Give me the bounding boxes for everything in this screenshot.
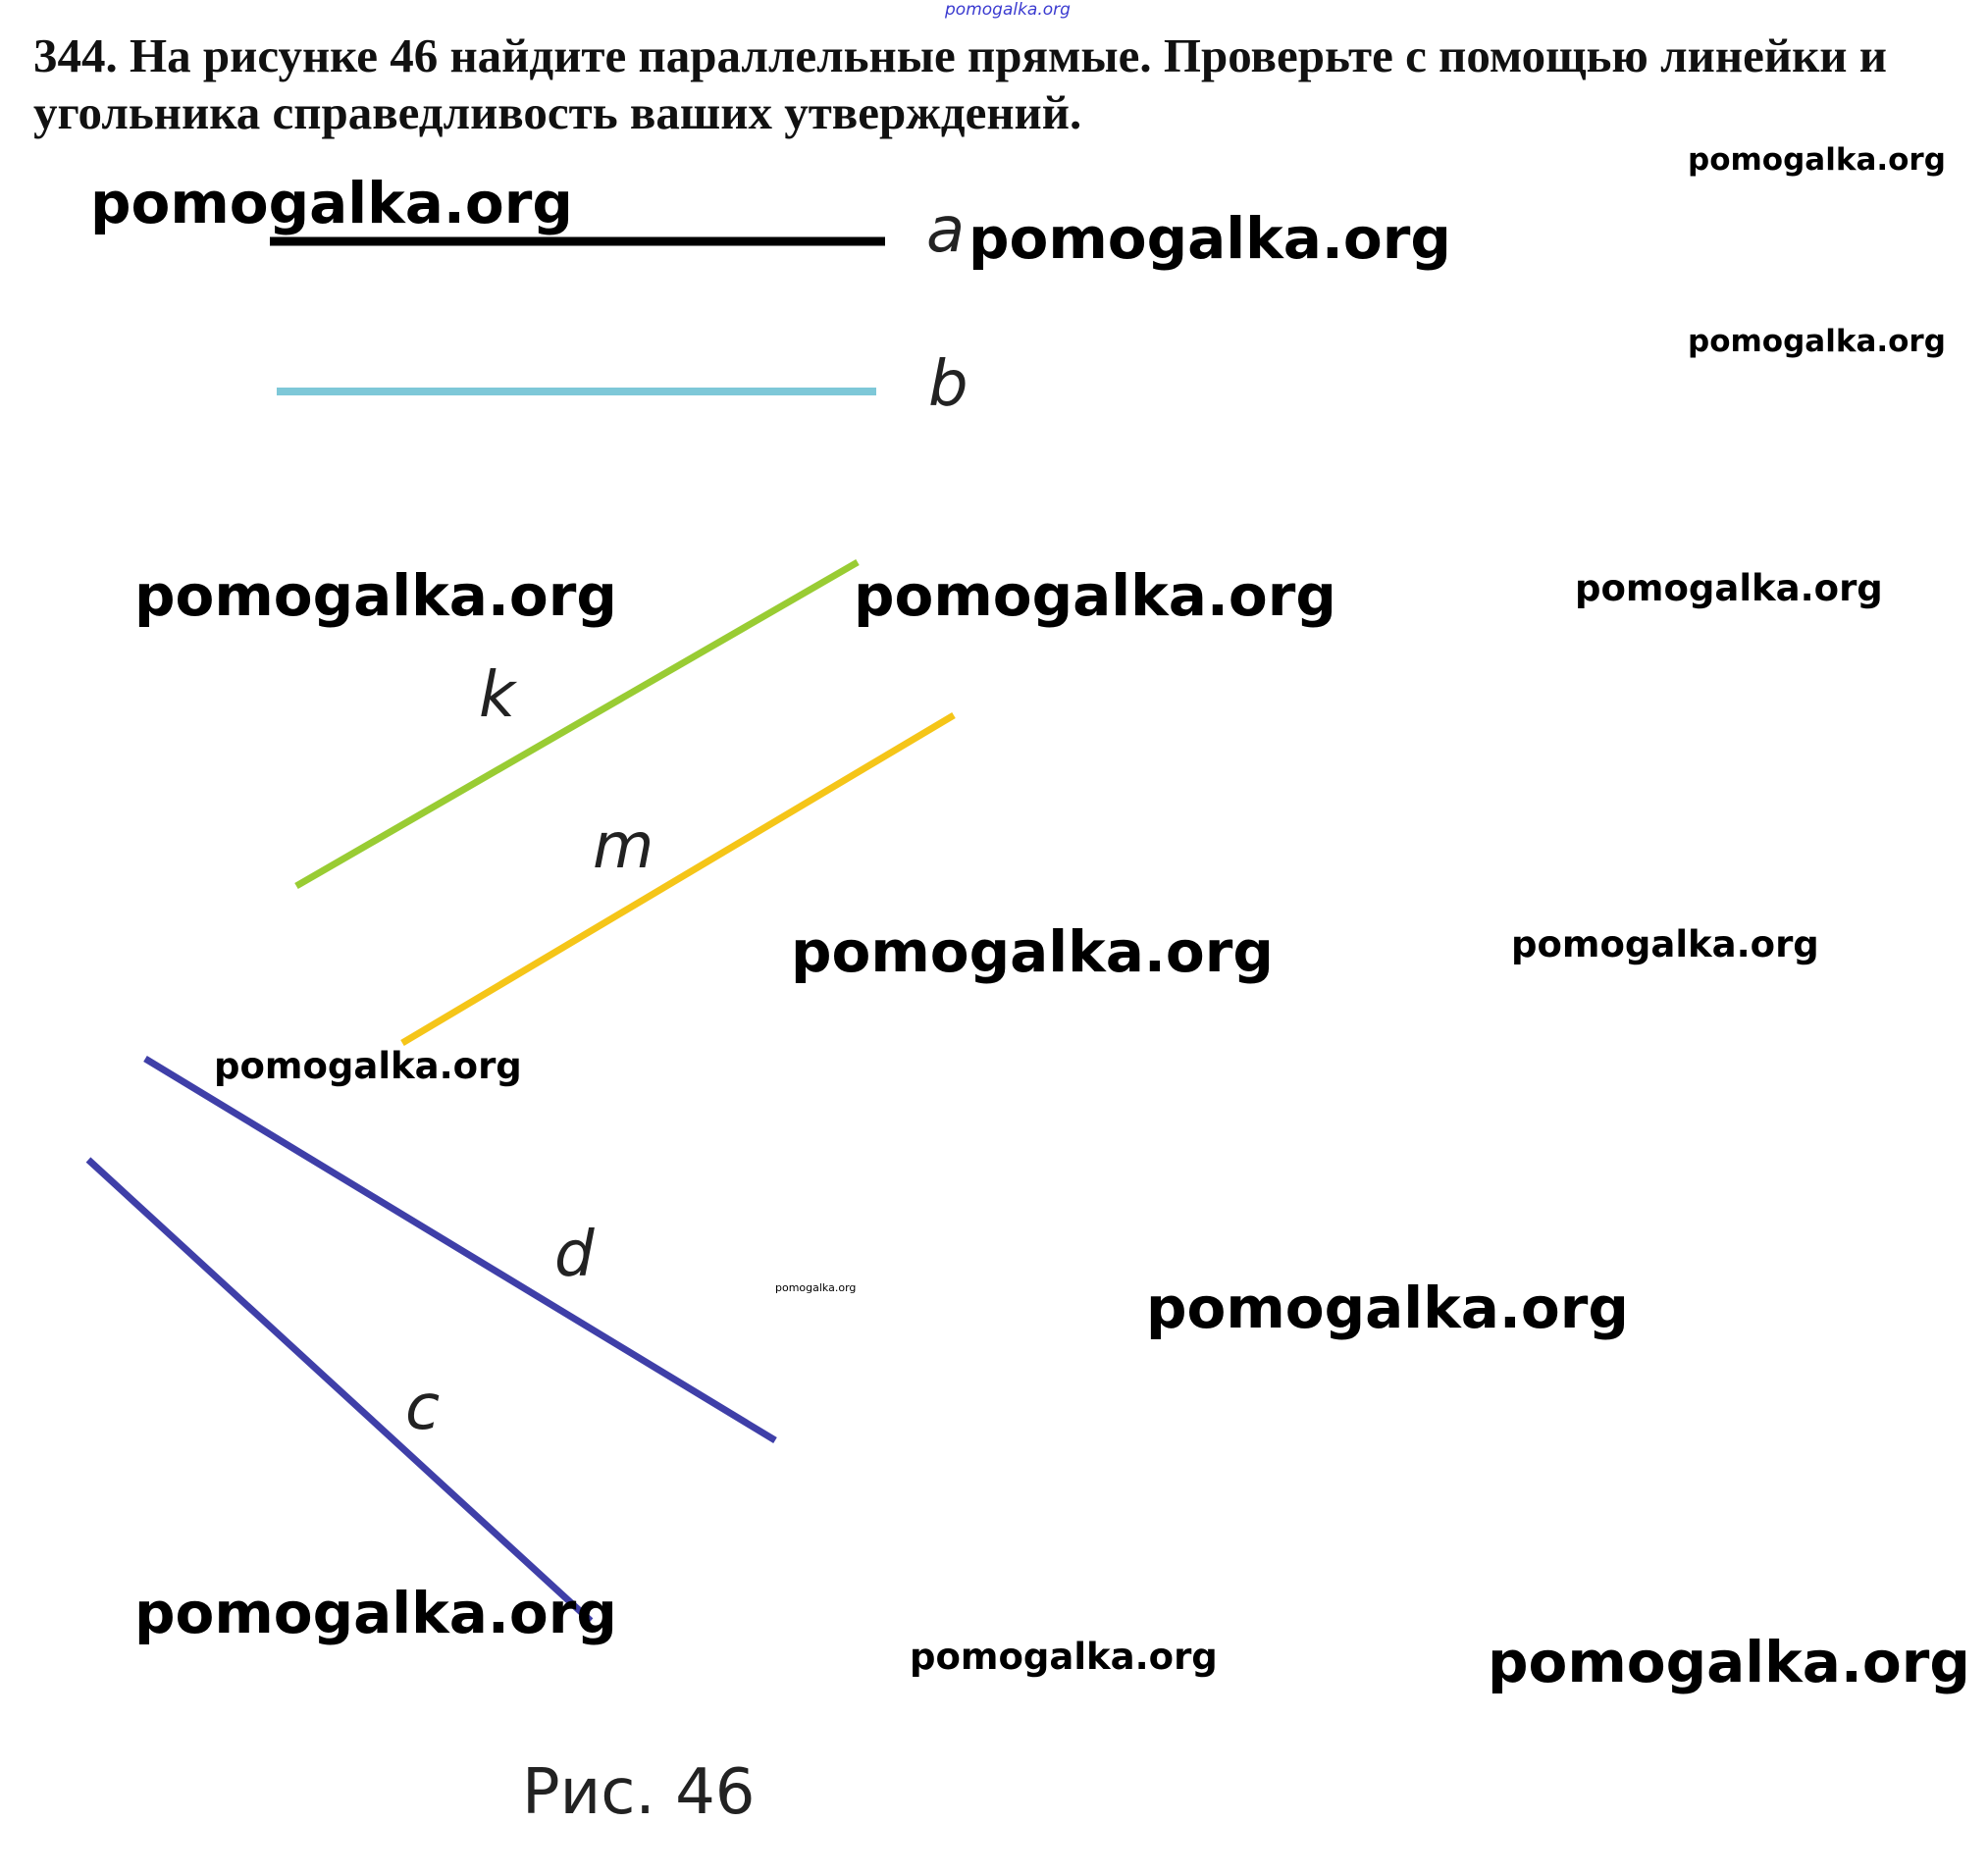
- line-m: [402, 715, 954, 1043]
- line-d: [145, 1059, 775, 1440]
- top-watermark: pomogalka.org: [945, 0, 1071, 20]
- task-statement: 344. На рисунке 46 найдите параллельные прямые. Проверьте с помощью линейки и угольника справедливость ваших утверждений.: [33, 28, 1888, 139]
- watermark: pomogalka.org: [968, 205, 1451, 272]
- watermark: pomogalka.org: [214, 1045, 522, 1087]
- figure-caption: Рис. 46: [522, 1756, 756, 1829]
- watermark: pomogalka.org: [134, 1580, 617, 1646]
- watermark: pomogalka.org: [1488, 1629, 1970, 1695]
- watermark: pomogalka.org: [1688, 142, 1946, 178]
- label-c: c: [405, 1372, 441, 1444]
- label-a: a: [926, 194, 966, 267]
- watermark: pomogalka.org: [134, 562, 617, 629]
- label-d: d: [554, 1219, 595, 1291]
- watermark: pomogalka.org: [1575, 567, 1883, 609]
- watermark: pomogalka.org: [775, 1281, 857, 1294]
- watermark: pomogalka.org: [1146, 1275, 1629, 1341]
- watermark: pomogalka.org: [90, 170, 573, 236]
- label-b: b: [928, 348, 968, 421]
- line-c: [88, 1160, 591, 1621]
- label-k: k: [479, 659, 516, 732]
- watermark: pomogalka.org: [791, 918, 1274, 985]
- watermark: pomogalka.org: [1511, 923, 1819, 965]
- label-m: m: [593, 810, 654, 883]
- watermark: pomogalka.org: [910, 1636, 1218, 1678]
- watermark: pomogalka.org: [1688, 324, 1946, 359]
- watermark: pomogalka.org: [854, 562, 1336, 629]
